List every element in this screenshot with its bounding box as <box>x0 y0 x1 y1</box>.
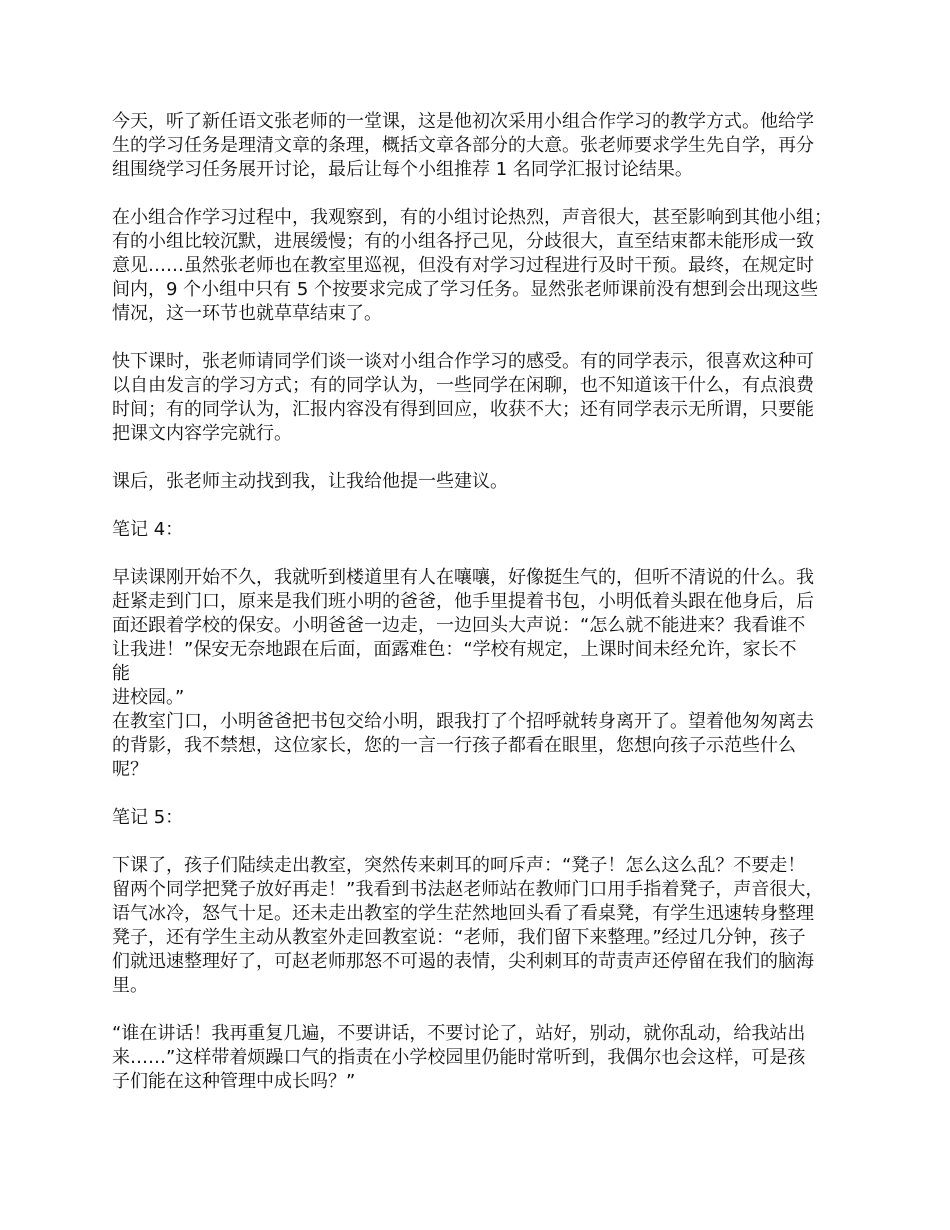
text-line: 进校园。” <box>112 687 185 708</box>
text-line: 的背影，我不禁想，这位家长，您的一言一行孩子都看在眼里，您想向孩子示范些什么 <box>112 735 796 756</box>
text-line: 早读课刚开始不久，我就听到楼道里有人在嚷嚷，好像挺生气的，但听不清说的什么。我 <box>112 567 814 588</box>
text-line: 以自由发言的学习方式；有的同学认为，一些同学在闲聊，也不知道该干什么，有点浪费 <box>112 375 814 396</box>
text-line: 今天，听了新任语文张老师的一堂课，这是他初次采用小组合作学习的教学方式。他给学 <box>112 111 814 132</box>
text-line: 语气冰冷，怒气十足。还未走出教室的学生茫然地回头看了看桌凳，有学生迅速转身整理 <box>112 903 814 924</box>
text-line: 赶紧走到门口，原来是我们班小明的爸爸，他手里提着书包，小明低着头跟在他身后，后 <box>112 591 814 612</box>
text-line: 把课文内容学完就行。 <box>112 423 292 444</box>
text-line: 在教室门口，小明爸爸把书包交给小明，跟我打了个招呼就转身离开了。望着他匆匆离去 <box>112 711 814 732</box>
note-5-heading <box>112 806 864 830</box>
paragraph-2 <box>112 206 864 326</box>
section-heading: 笔记 5： <box>112 807 184 828</box>
text-line: 下课了，孩子们陆续走出教室，突然传来刺耳的呵斥声：“凳子！怎么这么乱？不要走！ <box>112 855 806 876</box>
paragraph-9 <box>112 854 864 998</box>
text-line: 时间；有的同学认为，汇报内容没有得到回应，收获不大；还有同学表示无所谓，只要能 <box>112 399 814 420</box>
text-line: 快下课时，张老师请同学们谈一谈对小组合作学习的感受。有的同学表示，很喜欢这种可 <box>112 351 814 372</box>
paragraph-7 <box>112 710 864 782</box>
paragraph-6 <box>112 566 864 710</box>
text-line: 情况，这一环节也就草草结束了。 <box>112 303 382 324</box>
paragraph-3 <box>112 350 864 446</box>
text-line: 生的学习任务是理清文章的条理，概括文章各部分的大意。张老师要求学生先自学，再分 <box>112 135 814 156</box>
note-4-heading <box>112 518 864 542</box>
text-line: 有的小组比较沉默，进展缓慢；有的小组各抒己见，分歧很大，直至结束都未能形成一致 <box>112 231 814 252</box>
text-line: 们就迅速整理好了，可赵老师那怒不可遏的表情，尖利刺耳的苛责声还停留在我们的脑海 <box>112 951 814 972</box>
text-line: 子们能在这种管理中成长吗？” <box>112 1071 356 1092</box>
text-line: 组围绕学习任务展开讨论，最后让每个小组推荐 1 名同学汇报讨论结果。 <box>112 159 693 180</box>
text-line: 面还跟着学校的保安。小明爸爸一边走，一边回头大声说：“怎么就不能进来？我看谁不 <box>112 615 806 636</box>
paragraph-1 <box>112 110 864 182</box>
document-page <box>112 110 864 1118</box>
paragraph-4 <box>112 470 864 494</box>
text-line: 课后，张老师主动找到我，让我给他提一些建议。 <box>112 471 508 492</box>
text-line: 凳子，还有学生主动从教室外走回教室说：“老师，我们留下来整理。”经过几分钟，孩子 <box>112 927 806 948</box>
section-heading: 笔记 4： <box>112 519 184 540</box>
text-line: 呢？ <box>112 759 148 780</box>
text-line: “谁在讲话！我再重复几遍，不要讲话，不要讨论了，站好，别动，就你乱动，给我站出 <box>112 1023 806 1044</box>
text-line: 能 <box>112 663 130 684</box>
text-line: 留两个同学把凳子放好再走！”我看到书法赵老师站在教师门口用手指着凳子，声音很大， <box>112 879 824 900</box>
text-line: 来……”这样带着烦躁口气的指责在小学校园里仍能时常听到，我偶尔也会这样，可是孩 <box>112 1047 806 1068</box>
text-line: 意见……虽然张老师也在教室里巡视，但没有对学习过程进行及时干预。最终，在规定时 <box>112 255 814 276</box>
paragraph-10 <box>112 1022 864 1094</box>
text-line: 让我进！”保安无奈地跟在后面，面露难色：“学校有规定，上课时间未经允许，家长不 <box>112 639 797 660</box>
text-line: 里。 <box>112 975 148 996</box>
text-line: 间内，9 个小组中只有 5 个按要求完成了学习任务。显然张老师课前没有想到会出现这些 <box>112 279 819 300</box>
text-line: 在小组合作学习过程中，我观察到，有的小组讨论热烈，声音很大，甚至影响到其他小组； <box>112 207 832 228</box>
